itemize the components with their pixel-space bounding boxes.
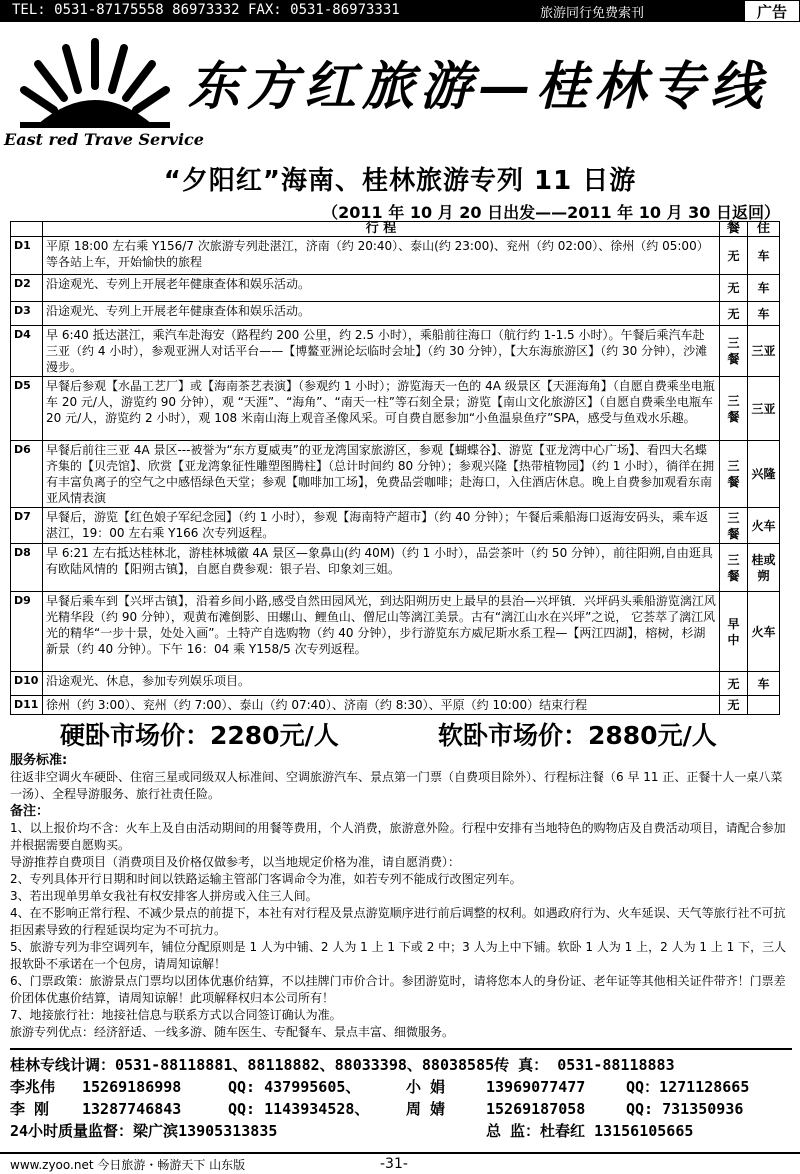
soft-sleeper-price: 软卧市场价：2880元/人 (438, 721, 717, 750)
day-itinerary: 早餐后乘车到【兴坪古镇】，沿着乡间小路,感受自然田园风光，到达阳朔历史上最早的县治—兴坪镇．兴坪码头乘船游览漓江风光精华段（约 90 分钟），观黄布滩倒影、田螺山、鲤鱼山、僧尼山等漓江美景。古有“漓江山水在兴坪”之说， 它荟萃了漓江风光的精华“一步十景，处处入画”。土特产自选购物（约 40 分钟），步行游览东方威尼斯水系工程—【两江四湖】，榕树，杉湖新景（约 40 分钟）。下午 16：04 乘 Y158/5 次专列返程。 (43, 592, 720, 672)
col-lodging: 住 (748, 222, 780, 237)
remark-item: 5、旅游专列为非空调列车，铺位分配原则是 1 人为中铺、2 人为 1 上 1 下或 2 中；3 人为上中下铺。软卧 1 人为 1 上，2 人为 1 上 1 下，三人报软卧不承诺在一个包房，请周知谅解！ (10, 940, 787, 971)
day-itinerary: 早餐后，游览【红色娘子军纪念园】（约 1 小时），参观【海南特产超市】（约 40 分钟）；午餐后乘船海口返海安码头，乘车返湛江，19：00 左右乘 Y166 次专列返程。 (43, 508, 720, 544)
table-row (11, 508, 780, 544)
day-itinerary: 沿途观光、专列上开展老年健康查体和娱乐活动。 (43, 302, 720, 326)
contacts-section (10, 1048, 792, 1142)
day-lodging: 车 (748, 672, 780, 696)
day-meal: 无 (720, 672, 748, 696)
hotline: 桂林专线计调：0531-88118881、88118882、88033398、88038585传 真： 0531-88118883 (10, 1056, 675, 1074)
contact-name: 李兆伟 (10, 1078, 56, 1096)
contact-phone: 15269187058 (486, 1100, 586, 1118)
day-itinerary: 沿途观光、专列上开展老年健康查体和娱乐活动。 (43, 275, 720, 302)
day-meal: 三餐 (720, 508, 748, 544)
day-itinerary: 徐州（约 3:00）、兖州（约 7:00）、泰山（约 07:40）、济南（约 8:30）、平原（约 10:00）结束行程 (43, 696, 720, 715)
remark-item: 7、地接旅行社：地接社信息与联系方式以合同签订确认为准。 (10, 1008, 342, 1022)
day-itinerary: 平原 18:00 左右乘 Y156/7 次旅游专列赴湛江，济南（约 20:40）、泰山(约 23:00)、兖州（约 02:00）、徐州（约 05:00）等各站上车，开始愉快的旅程 (43, 237, 720, 275)
contact-row (10, 1098, 792, 1120)
day-lodging: 车 (748, 237, 780, 275)
table-row (11, 672, 780, 696)
table-row (11, 696, 780, 715)
table-row (11, 377, 780, 441)
table-row (11, 237, 780, 275)
day-meal: 早中 (720, 592, 748, 672)
day-lodging: 三亚 (748, 377, 780, 441)
table-header-row (11, 222, 780, 237)
remark-item: 旅游专列优点：经济舒适、一线多游、随车医生、专配餐车、景点丰富、细微服务。 (10, 1025, 455, 1039)
day-meal: 三餐 (720, 326, 748, 377)
table-row (11, 544, 780, 592)
top-banner (0, 0, 800, 22)
contact-phone: 15269186998 (82, 1078, 182, 1096)
day-itinerary: 早 6:40 抵达湛江，乘汽车赴海安（路程约 200 公里，约 2.5 小时），乘船前往海口（航行约 1-1.5 小时）。午餐后乘汽车赴三亚（约 4 小时），参观亚洲人对话平台——【博鳌亚洲论坛临时会址】（约 30 分钟），【大东海旅游区】（约 30 分钟），沙滩漫步。 (43, 326, 720, 377)
remark-item: 6、门票政策：旅游景点门票均以团体优惠价结算，不以挂牌门市价合计。参团游览时，请将您本人的身份证、老年证等其他相关证件带齐！门票差价团体优惠价结算，请周知谅解！此项解释权归本公司所有！ (10, 974, 786, 1005)
day-lodging: 桂或朔 (748, 544, 780, 592)
day-lodging: 三亚 (748, 326, 780, 377)
day-lodging: 兴隆 (748, 441, 780, 508)
day-lodging: 火车 (748, 592, 780, 672)
col-meal: 餐 (720, 222, 748, 237)
table-row (11, 275, 780, 302)
day-itinerary: 早 6:21 左右抵达桂林北，游桂林城徽 4A 景区—象鼻山(约 40M)（约 1 小时），品尝茶叶（约 50 分钟），前往阳朔,自由逛具有欧陆风情的【阳朔古镇】，自愿自费参观：银子岩、印象刘三姐。 (43, 544, 720, 592)
day-itinerary: 早餐后参观【水晶工艺厂】或【海南茶艺表演】（参观约 1 小时）；游览海天一色的 4A 级景区【天涯海角】（自愿自费乘坐电瓶车 20 元/人，游览约 90 分钟），观 “天涯”、“海角”、“南天一柱”等石刻全景；游览【南山文化旅游区】（自愿自费乘坐电瓶车 20 元/人，游览约 2 小时），观 108 米南山海上观音圣像风采。可自费自愿参加“小鱼温泉鱼疗”SPA，感受与鱼戏水乐趣。 (43, 377, 720, 441)
remark-item: 导游推荐自费项目（消费项目及价格仅做参考，以当地规定价格为准，请自愿消费）： (10, 855, 461, 869)
tour-dates: （2011 年 10 月 20 日出发——2011 年 10 月 30 日返回） (322, 203, 780, 222)
day-label: D11 (11, 696, 43, 715)
day-label: D10 (11, 672, 43, 696)
day-label: D9 (11, 592, 43, 672)
contact-qq: QQ: 437995605、 (228, 1078, 361, 1096)
remark-item: 4、在不影响正常行程、不减少景点的前提下，本社有对行程及景点游览顺序进行前后调整的权利。如遇政府行为、火车延误、天气等旅行社不可抗拒因素导致的行程延误均定为不可抗力。 (10, 906, 786, 937)
page-footer (0, 1152, 800, 1174)
service-text: 往返非空调火车硬卧、住宿三星或同级双人标准间、空调旅游汽车、景点第一门票（自费项目除外）、行程标注餐（6 早 11 正、正餐十人一桌八菜一汤）、全程导游服务、旅行社责任险。 (10, 770, 783, 801)
ad-badge: 广告 (744, 0, 800, 22)
remark-item: 3、若出现单男单女我社有权安排客人拼房或入住三人间。 (10, 889, 318, 903)
day-lodging: 车 (748, 302, 780, 326)
contact-name: 小 娟 (406, 1078, 446, 1096)
day-meal: 无 (720, 302, 748, 326)
service-label: 服务标准: (10, 753, 68, 768)
day-meal: 无 (720, 696, 748, 715)
day-lodging (748, 696, 780, 715)
supervisor-row (10, 1120, 792, 1142)
day-itinerary: 早餐后前往三亚 4A 景区---被誉为“东方夏威夷”的亚龙湾国家旅游区，参观【蝴蝶谷】、游览【亚龙湾中心广场】、看四大名蝶齐集的【贝壳馆】、欣赏【亚龙湾象征性雕塑图腾柱】（总计时间约 80 分钟）；参观兴隆【热带植物园】（约 1 小时），徜徉在拥有丰富负离子的空气之中感悟绿色天堂；参观【咖啡加工场】，免费品尝咖啡；赴海口，入住酒店休息。晚上自费参加观看东南亚风情表演 (43, 441, 720, 508)
col-itinerary: 行 程 (43, 222, 720, 237)
contact-phone: 13287746843 (82, 1100, 182, 1118)
director: 总 监：杜春红 13156105665 (486, 1122, 694, 1140)
day-label: D6 (11, 441, 43, 508)
contact-phone: 13969077477 (486, 1078, 586, 1096)
table-row (11, 302, 780, 326)
table-row (11, 592, 780, 672)
day-lodging: 火车 (748, 508, 780, 544)
tour-title: “夕阳红”海南、桂林旅游专列 11 日游 (163, 166, 637, 196)
table-row (11, 441, 780, 508)
day-lodging: 车 (748, 275, 780, 302)
day-label: D2 (11, 275, 43, 302)
day-label: D1 (11, 237, 43, 275)
contact-name: 李 刚 (10, 1100, 50, 1118)
table-row (11, 326, 780, 377)
notes-section (10, 752, 792, 1041)
contact-qq: QQ：1271128665 (626, 1078, 750, 1096)
contact-row (10, 1076, 792, 1098)
contact-qq: QQ: 731350936 (626, 1100, 744, 1118)
sunrise-logo-icon (20, 36, 170, 132)
day-label: D4 (11, 326, 43, 377)
contact-qq: QQ: 1143934528、 (228, 1100, 370, 1118)
itinerary-table (10, 221, 780, 715)
hard-sleeper-price: 硬卧市场价：2280元/人 (60, 721, 339, 750)
brand-name-en: East red Trave Service (4, 130, 204, 149)
remark-item: 2、专列具体开行日期和时间以铁路运输主管部门客调命令为准，如若专列不能成行改图定列车。 (10, 872, 522, 886)
remark-item: 1、以上报价均不含：火车上及自由活动期间的用餐等费用，个人消费，旅游意外险。行程中安排有当地特色的购物店及自费活动项目，请配合参加并根据需要自愿购买。 (10, 821, 786, 852)
day-meal: 无 (720, 275, 748, 302)
day-label: D5 (11, 377, 43, 441)
hotline-row (10, 1054, 792, 1076)
footer-site: www.zyoo.net 今日旅游・畅游天下 山东版 (10, 1158, 246, 1172)
page-number: -31- (380, 1156, 408, 1172)
remarks-label: 备注： (10, 804, 50, 819)
index-text: 旅游同行免费索刊 (540, 6, 645, 21)
day-meal: 三餐 (720, 441, 748, 508)
contact-line: TEL: 0531-87175558 86973332 FAX: 0531-86973331 (12, 2, 400, 18)
brand-name: 东方红旅游—桂林专线 (188, 56, 769, 117)
day-meal: 三餐 (720, 544, 748, 592)
day-label: D8 (11, 544, 43, 592)
quality-supervisor: 24小时质量监督：梁广滨13905313835 (10, 1122, 278, 1140)
day-label: D3 (11, 302, 43, 326)
contact-name: 周 婧 (406, 1100, 446, 1118)
col-day (11, 222, 43, 237)
day-itinerary: 沿途观光、休息，参加专列娱乐项目。 (43, 672, 720, 696)
day-meal: 三餐 (720, 377, 748, 441)
day-meal: 无 (720, 237, 748, 275)
day-label: D7 (11, 508, 43, 544)
